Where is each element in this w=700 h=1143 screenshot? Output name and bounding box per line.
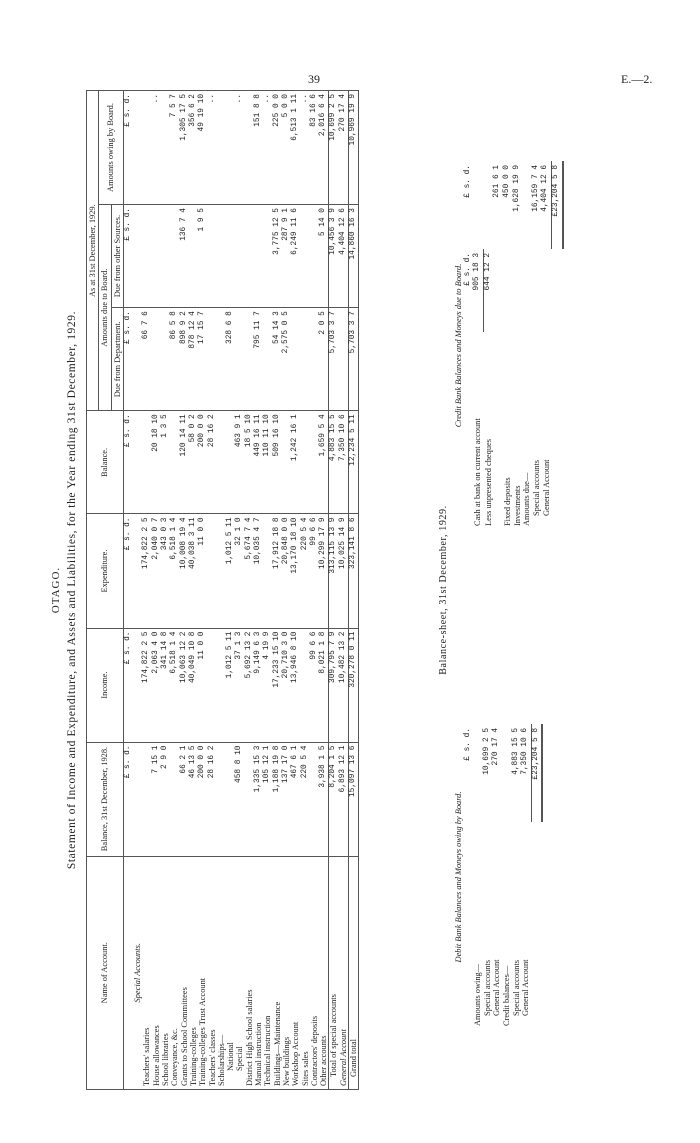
spacer <box>551 249 562 332</box>
table-row <box>245 91 254 1090</box>
table-row <box>235 91 244 1090</box>
account-name: General Account <box>339 856 349 1089</box>
table-row <box>208 91 217 1090</box>
credit-total: £23,204 5 8 <box>551 161 562 249</box>
amount-other <box>310 205 319 308</box>
credit-amount-1 <box>503 249 513 332</box>
amount-owing: 7 5 7 <box>170 91 179 205</box>
amount-income: 17,233 15 10 <box>273 628 282 742</box>
debit-line <box>492 724 502 1030</box>
col-owing: Amounts owing by Board. <box>99 91 124 205</box>
credit-amount-1: 644 12 2 <box>483 249 493 332</box>
amount-dept <box>301 308 310 411</box>
amount-balance: 449 16 11 <box>254 411 263 514</box>
amount-income: 20,710 3 0 <box>282 628 291 742</box>
amount-balance: 1,659 5 4 <box>319 411 329 514</box>
balance-sheet-title: Balance-sheet, 31st December, 1929. <box>438 505 449 675</box>
amount-balance: 4,883 15 5 <box>329 411 339 514</box>
amount-expend: 1,012 5 11 <box>226 514 235 628</box>
col-due-other: Due from other Sources. <box>111 205 123 308</box>
amount-bal1928 <box>217 742 226 856</box>
amount-expend: 17,912 18 8 <box>273 514 282 628</box>
amount-income: 99 6 6 <box>310 628 319 742</box>
credit-line <box>503 161 513 530</box>
amount-other: 287 9 1 <box>282 205 291 308</box>
amount-expend: 10,008 19 4 <box>180 514 189 628</box>
table-row <box>319 91 329 1090</box>
amount-income: 341 14 8 <box>161 628 170 742</box>
amount-owing <box>226 91 235 205</box>
lsd-label: £ s. d. <box>123 308 133 411</box>
lsd-label: £ s. d. <box>123 742 133 856</box>
amount-balance: 1,242 16 1 <box>291 411 300 514</box>
amount-dept: 795 11 7 <box>254 308 263 411</box>
amount-bal1928: 137 17 0 <box>282 742 291 856</box>
amount-expend: 11 0 0 <box>198 514 207 628</box>
amount-income: 11 0 0 <box>198 628 207 742</box>
amount-dept <box>263 308 272 411</box>
debit-label: General Account <box>492 959 502 1016</box>
account-name: Technical instruction <box>263 856 272 1089</box>
amount-bal1928: 1,335 15 3 <box>254 742 263 856</box>
statement-title: Statement of Income and Expenditure, and Assets and Liabilities, for the Year ending 31st December, 1929. <box>66 310 78 870</box>
table-row <box>217 91 226 1090</box>
table-row <box>329 91 339 1090</box>
table-row <box>142 91 151 1090</box>
debit-label: Special accounts <box>511 959 521 1016</box>
amount-other: 10,456 3 9 <box>329 205 339 308</box>
col-balance: Balance. <box>87 411 124 514</box>
amount-other <box>142 205 151 308</box>
spacer <box>531 822 542 1030</box>
amount-balance <box>142 411 151 514</box>
account-name: House allowances <box>152 856 161 1089</box>
account-name: Conveyance, &c. <box>170 856 179 1089</box>
amount-bal1928: 46 13 5 <box>189 742 198 856</box>
rotated-content <box>50 90 700 1090</box>
amount-dept: 878 12 4 <box>189 308 198 411</box>
amount-balance: 28 16 2 <box>208 411 217 514</box>
amount-other: 6,249 11 6 <box>291 205 300 308</box>
account-name: Buildings—Maintenance <box>273 856 282 1089</box>
credit-label: Cash at bank on current account <box>473 418 483 526</box>
account-name: Training-colleges <box>189 856 198 1089</box>
amount-balance <box>226 411 235 514</box>
col-income: Income. <box>87 628 124 742</box>
amount-bal1928: 15,097 13 6 <box>349 742 359 856</box>
amount-balance: 110 11 10 <box>263 411 272 514</box>
credit-section <box>454 161 564 530</box>
amount-bal1928: 1,188 19 8 <box>273 742 282 856</box>
amount-bal1928 <box>310 742 319 856</box>
amount-expend: 99 6 6 <box>310 514 319 628</box>
lsd-label: £ s. d. <box>123 205 133 308</box>
debit-line <box>521 724 531 1030</box>
lsd-label: £ s. d. <box>123 628 133 742</box>
amount-dept: 86 5 8 <box>170 308 179 411</box>
debit-amount: 270 17 4 <box>492 728 501 766</box>
amount-balance: 20 18 10 <box>152 411 161 514</box>
table-row <box>180 91 189 1090</box>
amount-balance <box>170 411 179 514</box>
credit-label: Investments <box>512 485 522 526</box>
debit-lsd: £ s. d. <box>463 728 472 761</box>
credit-label: Amounts due— <box>522 472 532 526</box>
amount-income <box>208 628 217 742</box>
amount-expend: 6,518 1 4 <box>170 514 179 628</box>
amount-expend: 174,822 2 5 <box>142 514 151 628</box>
amount-owing: 6,513 1 11 <box>291 91 300 205</box>
debit-amount: 4,883 15 5 <box>511 728 520 775</box>
debit-table <box>464 724 544 1030</box>
page-number: 39 <box>308 72 320 86</box>
credit-line <box>483 161 493 530</box>
amount-income: 40,049 10 8 <box>189 628 198 742</box>
amount-balance <box>217 411 226 514</box>
amount-dept: 54 14 3 <box>273 308 282 411</box>
amount-dept <box>245 308 254 411</box>
amount-income: 13,946 8 10 <box>291 628 300 742</box>
amount-other: 1 9 5 <box>198 205 207 308</box>
credit-label <box>493 332 503 530</box>
credit-line <box>513 161 523 530</box>
debit-line <box>502 724 512 1030</box>
table-row <box>161 91 170 1090</box>
amount-income: 37 1 3 <box>235 628 244 742</box>
account-name: Contractors' deposits <box>310 856 319 1089</box>
credit-amount-1 <box>513 249 523 332</box>
table-row <box>273 91 282 1090</box>
account-name: Grants to School Committees <box>180 856 189 1089</box>
amount-expend: 313,115 13 9 <box>329 514 339 628</box>
amount-owing: 151 8 8 <box>254 91 263 205</box>
account-name: Training-colleges Trust Account <box>198 856 207 1089</box>
amount-other <box>263 205 272 308</box>
amount-income: 10,482 13 2 <box>339 628 349 742</box>
amount-balance: 7,350 10 6 <box>339 411 349 514</box>
account-name: National <box>226 856 235 1089</box>
amount-other <box>189 205 198 308</box>
table-row <box>152 91 161 1090</box>
amount-expend: 32 1 0 <box>235 514 244 628</box>
amount-other <box>152 205 161 308</box>
amount-owing: 225 0 0 <box>273 91 282 205</box>
amount-balance: 509 16 10 <box>273 411 282 514</box>
credit-line <box>473 161 483 530</box>
amount-balance <box>282 411 291 514</box>
table-row <box>263 91 272 1090</box>
amount-dept <box>161 308 170 411</box>
amount-other <box>235 205 244 308</box>
amount-income: 309,795 7 9 <box>329 628 339 742</box>
amount-bal1928: 2 9 0 <box>161 742 170 856</box>
amount-bal1928: 220 5 4 <box>301 742 310 856</box>
amount-balance: 12,234 5 11 <box>349 411 359 514</box>
debit-amount: 10,699 2 5 <box>482 728 491 775</box>
credit-amount-2 <box>522 161 532 249</box>
amount-balance: 18 5 10 <box>245 411 254 514</box>
amount-balance: 463 9 1 <box>235 411 244 514</box>
amount-expend: 13,170 18 10 <box>291 514 300 628</box>
amount-income: 320,278 0 11 <box>349 628 359 742</box>
credit-label: Less unpresented cheques <box>483 439 493 526</box>
credit-line <box>532 161 542 530</box>
amount-owing <box>142 91 151 205</box>
amount-dept <box>339 308 349 411</box>
col-amounts-due: Amounts due to Board. <box>99 205 111 411</box>
table-row <box>310 91 319 1090</box>
amount-balance <box>301 411 310 514</box>
credit-amount-2: 450 0 0 <box>502 165 511 198</box>
lsd-label: £ s. d. <box>123 91 133 205</box>
amount-expend: 10,035 4 7 <box>254 514 263 628</box>
amount-dept: 66 7 6 <box>142 308 151 411</box>
credit-amount-1: 905 18 3 <box>473 253 482 291</box>
debit-section <box>454 724 543 1030</box>
amount-owing: 83 16 6 <box>310 91 319 205</box>
amount-income <box>217 628 226 742</box>
amount-dept: 17 15 7 <box>198 308 207 411</box>
amount-owing: 2,016 6 4 <box>319 91 329 205</box>
amount-bal1928: 105 12 1 <box>263 742 272 856</box>
table-row <box>339 91 349 1090</box>
amount-balance: 120 14 11 <box>180 411 189 514</box>
amount-income: 9,149 6 3 <box>254 628 263 742</box>
amount-other <box>208 205 217 308</box>
credit-lsd-2: £ s. d. <box>463 165 472 198</box>
col-expenditure: Expenditure. <box>87 514 124 628</box>
amount-owing <box>161 91 170 205</box>
credit-line <box>493 161 503 530</box>
amount-other <box>161 205 170 308</box>
amount-other <box>226 205 235 308</box>
special-heading-row <box>133 91 142 1090</box>
credit-amount-1 <box>532 249 542 332</box>
amount-balance: 200 0 0 <box>198 411 207 514</box>
amount-dept <box>235 308 244 411</box>
amount-other <box>245 205 254 308</box>
amount-expend: 343 0 3 <box>161 514 170 628</box>
amount-expend: 20,848 0 0 <box>282 514 291 628</box>
credit-amount-2: 1,628 19 9 <box>512 165 521 212</box>
amount-expend: 2,040 0 7 <box>152 514 161 628</box>
debit-amount <box>473 724 483 822</box>
credit-amount-2 <box>483 161 493 249</box>
amount-bal1928: 6,893 12 1 <box>339 742 349 856</box>
amount-dept <box>208 308 217 411</box>
amount-dept: 5,703 3 7 <box>349 308 359 411</box>
amount-balance: 1 3 5 <box>161 411 170 514</box>
account-name: Grand total <box>349 856 359 1089</box>
debit-line <box>512 724 522 1030</box>
amount-income: 1,012 5 11 <box>226 628 235 742</box>
amount-owing: 1,305 17 5 <box>180 91 189 205</box>
amount-owing: 270 17 4 <box>339 91 349 205</box>
credit-amount-2: 261 6 1 <box>493 165 502 198</box>
amount-balance <box>310 411 319 514</box>
account-name: Total of special accounts <box>329 856 339 1089</box>
amount-income: 10,063 12 2 <box>180 628 189 742</box>
amount-dept <box>152 308 161 411</box>
special-heading: Special Accounts. <box>133 856 142 1089</box>
amount-other <box>301 205 310 308</box>
amount-expend: 10,299 17 9 <box>319 514 329 628</box>
amount-bal1928 <box>245 742 254 856</box>
credit-label: General Account <box>541 459 551 516</box>
credit-amount-1 <box>493 249 503 332</box>
credit-line <box>522 161 532 530</box>
account-name: District High School salaries <box>245 856 254 1089</box>
amount-bal1928: 66 2 1 <box>180 742 189 856</box>
amount-dept <box>310 308 319 411</box>
table-row <box>349 91 359 1090</box>
lsd-row <box>123 91 133 1090</box>
amount-owing: 10,969 19 9 <box>349 91 359 205</box>
amount-dept: 2,575 0 5 <box>282 308 291 411</box>
amount-income: 6,518 1 4 <box>170 628 179 742</box>
amount-owing: .. <box>152 91 161 205</box>
debit-amount <box>502 724 512 822</box>
credit-table <box>464 161 564 530</box>
col-name: Name of Account. <box>87 856 124 1089</box>
amount-income: 2,063 4 0 <box>152 628 161 742</box>
credit-label: Fixed deposits <box>502 477 512 526</box>
amount-other: 3,775 12 5 <box>273 205 282 308</box>
amount-expend <box>217 514 226 628</box>
debit-line <box>473 724 483 1030</box>
amount-bal1928: 458 8 10 <box>235 742 244 856</box>
account-name: Teachers' salaries <box>142 856 151 1089</box>
amount-expend: 5,674 7 4 <box>245 514 254 628</box>
credit-heading: Credit Bank Balances and Moneys due to Board. <box>454 263 463 428</box>
amount-balance: 58 0 2 <box>189 411 198 514</box>
debit-label: Amounts owing— <box>473 963 483 1026</box>
amount-income <box>301 628 310 742</box>
amount-other: 14,860 16 3 <box>349 205 359 308</box>
amount-bal1928: 3,938 1 5 <box>319 742 329 856</box>
credit-amount-2: 16,159 7 4 <box>531 165 540 212</box>
amount-owing <box>217 91 226 205</box>
table-row <box>291 91 300 1090</box>
credit-label: Special accounts <box>531 459 541 516</box>
col-as-at: As at 31st December, 1929. <box>87 91 99 411</box>
amount-bal1928 <box>142 742 151 856</box>
account-name: Sites sales <box>301 856 310 1089</box>
amount-dept: 898 9 2 <box>180 308 189 411</box>
amount-dept <box>217 308 226 411</box>
account-name: School libraries <box>161 856 170 1089</box>
amount-expend: 40,038 3 11 <box>189 514 198 628</box>
debit-line <box>483 724 493 1030</box>
amount-expend: 323,141 8 6 <box>349 514 359 628</box>
account-name: Manual instruction <box>254 856 263 1089</box>
amount-owing: 356 6 2 <box>189 91 198 205</box>
account-name: Teachers' classes <box>208 856 217 1089</box>
amount-other: 136 7 4 <box>180 205 189 308</box>
table-row <box>189 91 198 1090</box>
account-name: Special <box>235 856 244 1089</box>
amount-expend: 220 5 4 <box>301 514 310 628</box>
amount-dept: 2 0 5 <box>319 308 329 411</box>
amount-other: 4,404 12 6 <box>339 205 349 308</box>
amount-owing: 49 19 10 <box>198 91 207 205</box>
amount-owing: .. <box>235 91 244 205</box>
lsd-label: £ s. d. <box>123 514 133 628</box>
amount-owing: .. <box>301 91 310 205</box>
amount-other: 5 14 0 <box>319 205 329 308</box>
income-expenditure-table <box>86 90 359 1090</box>
debit-label: General Account <box>521 959 531 1016</box>
table-row <box>282 91 291 1090</box>
amount-dept <box>291 308 300 411</box>
table-row <box>226 91 235 1090</box>
amount-bal1928 <box>170 742 179 856</box>
account-name: Scholarships— <box>217 856 226 1089</box>
amount-income: 8,021 1 8 <box>319 628 329 742</box>
credit-amount-1 <box>541 249 551 332</box>
credit-lsd-1: £ s. d. <box>463 253 472 286</box>
amount-bal1928: 467 6 1 <box>291 742 300 856</box>
amount-owing <box>245 91 254 205</box>
col-balance-1928: Balance, 31st December, 1928. <box>87 742 124 856</box>
account-name: Other accounts <box>319 856 329 1089</box>
amount-expend <box>208 514 217 628</box>
amount-bal1928: 28 16 2 <box>208 742 217 856</box>
document-reference: E.—2. <box>621 72 653 86</box>
spacer <box>551 332 562 530</box>
amount-owing: .. <box>263 91 272 205</box>
amount-income: 174,822 2 5 <box>142 628 151 742</box>
amount-income: 4 19 9 <box>263 628 272 742</box>
amount-owing: 5 0 0 <box>282 91 291 205</box>
amount-expend <box>263 514 272 628</box>
amount-other <box>217 205 226 308</box>
account-name: New buildings <box>282 856 291 1089</box>
table-row <box>170 91 179 1090</box>
credit-amount-2 <box>473 161 483 249</box>
debit-label: Credit balances— <box>501 965 511 1026</box>
debit-heading: Debit Bank Balances and Moneys owing by Board. <box>454 791 463 963</box>
credit-amount-1 <box>522 249 532 332</box>
amount-other <box>254 205 263 308</box>
amount-owing: .. <box>208 91 217 205</box>
amount-bal1928: 7 15 1 <box>152 742 161 856</box>
table-row <box>254 91 263 1090</box>
debit-amount: 7,350 10 6 <box>521 728 530 775</box>
table-row <box>301 91 310 1090</box>
amount-bal1928 <box>226 742 235 856</box>
credit-line <box>541 161 551 530</box>
table-row <box>198 91 207 1090</box>
debit-total: £23,204 5 8 <box>531 724 542 822</box>
debit-label: Special accounts <box>482 959 492 1016</box>
amount-expend: 10,025 14 9 <box>339 514 349 628</box>
account-name: Workshop Account <box>291 856 300 1089</box>
lsd-label: £ s. d. <box>123 411 133 514</box>
amount-bal1928: 8,204 1 5 <box>329 742 339 856</box>
amount-bal1928: 200 0 0 <box>198 742 207 856</box>
col-due-department: Due from Department. <box>111 308 123 411</box>
amount-dept: 328 6 8 <box>226 308 235 411</box>
district-heading: OTAGO. <box>50 566 62 614</box>
credit-amount-2: 4,404 12 6 <box>541 165 550 212</box>
amount-income: 5,692 13 2 <box>245 628 254 742</box>
amount-other <box>170 205 179 308</box>
amount-owing: 10,699 2 5 <box>329 91 339 205</box>
amount-dept: 5,703 3 7 <box>329 308 339 411</box>
